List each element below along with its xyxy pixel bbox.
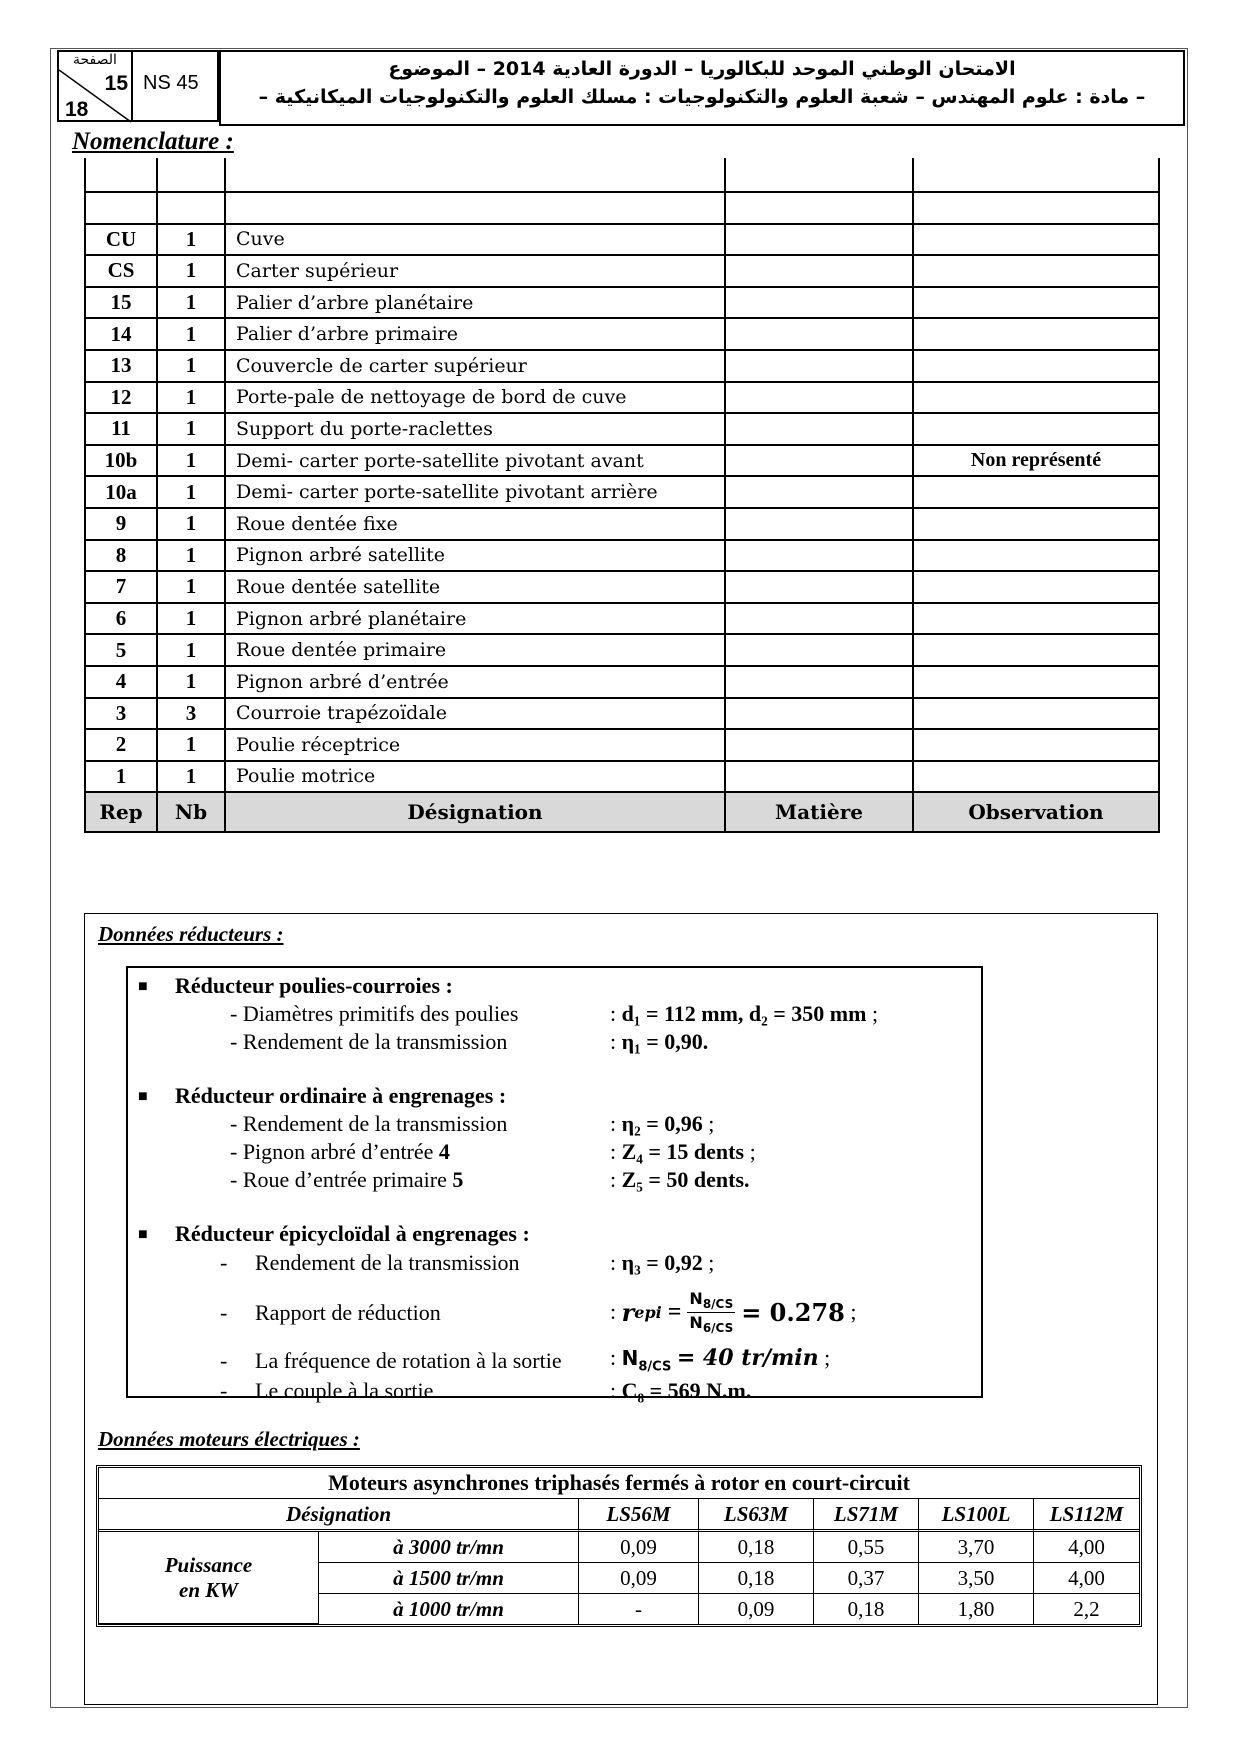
- cell-observation: [913, 698, 1159, 730]
- blank-cell: [913, 158, 1159, 192]
- dash-icon: -: [220, 1378, 228, 1403]
- table-row: [85, 413, 1159, 445]
- table-row: [99, 1532, 1139, 1563]
- power-value: 0,55: [814, 1532, 919, 1563]
- table-row: [85, 476, 1159, 508]
- cell-designation: Carter supérieur: [225, 255, 725, 287]
- cell-observation: [913, 476, 1159, 508]
- power-value: 4,00: [1034, 1563, 1139, 1594]
- ordinaire-line2-value: : Z₄ = 15 dents ;: [610, 1139, 756, 1164]
- page-total: 18: [65, 98, 89, 121]
- epi-line1-label: Rendement de la transmission: [255, 1250, 520, 1275]
- cell-nb: 3: [157, 698, 225, 730]
- cell-rep: 14: [85, 318, 157, 350]
- cell-matiere: [725, 540, 913, 572]
- poulies-line1-value: : d₁ = 112 mm, d₂ = 350 mm ;: [610, 1001, 879, 1026]
- cell-observation: Non représenté: [913, 445, 1159, 477]
- designation-header: Désignation: [99, 1499, 579, 1532]
- table-row: [85, 287, 1159, 319]
- cell-matiere: [725, 698, 913, 730]
- cell-rep: 6: [85, 603, 157, 635]
- table-row: [85, 224, 1159, 256]
- cell-matiere: [725, 729, 913, 761]
- power-value: 2,2: [1073, 1596, 1100, 1621]
- moteurs-table-title: Moteurs asynchrones triphasés fermés à rotor en court-circuit: [99, 1468, 1139, 1499]
- model-header: LS112M: [1034, 1499, 1139, 1532]
- cell-observation: [913, 666, 1159, 698]
- poulies-line2-label: - Rendement de la transmission: [230, 1029, 508, 1054]
- epicycloidal-heading: Réducteur épicycloïdal à engrenages :: [175, 1221, 530, 1246]
- cell-nb: 1: [157, 508, 225, 540]
- speed-label: à 1500 tr/mn: [319, 1563, 579, 1594]
- cell-nb: 1: [157, 318, 225, 350]
- cell-nb: 1: [157, 287, 225, 319]
- cell-matiere: [725, 571, 913, 603]
- cell-designation: Poulie réceptrice: [225, 729, 725, 761]
- cell-designation: Poulie motrice: [225, 761, 725, 793]
- cell-observation: [913, 287, 1159, 319]
- ordinaire-line3-value: : Z₅ = 50 dents.: [610, 1167, 750, 1192]
- cell-rep: 13: [85, 350, 157, 382]
- page-number-box: [57, 50, 133, 122]
- column-header: Désignation: [225, 792, 725, 832]
- cell-designation: Pignon arbré planétaire: [225, 603, 725, 635]
- epi-line2-label: Rapport de réduction: [255, 1300, 441, 1325]
- blank-cell: [85, 192, 157, 224]
- cell-nb: 1: [157, 761, 225, 793]
- cell-observation: [913, 224, 1159, 256]
- cell-designation: Porte-pale de nettoyage de bord de cuve: [225, 382, 725, 414]
- cell-rep: CS: [85, 255, 157, 287]
- poulies-heading: Réducteur poulies-courroies :: [175, 973, 453, 998]
- power-label-line1: Puissance: [164, 1552, 253, 1577]
- table-row: [85, 350, 1159, 382]
- power-value: 3,70: [919, 1532, 1034, 1563]
- ordinaire-line1-label: - Rendement de la transmission: [230, 1111, 508, 1136]
- power-value: 4,00: [1034, 1532, 1139, 1563]
- cell-rep: 12: [85, 382, 157, 414]
- blank-cell: [225, 158, 725, 192]
- cell-designation: Palier d’arbre planétaire: [225, 287, 725, 319]
- page-label: الصفحة: [73, 52, 117, 68]
- cell-designation: Couvercle de carter supérieur: [225, 350, 725, 382]
- table-row: [85, 666, 1159, 698]
- cell-observation: [913, 729, 1159, 761]
- moteurs-table: [96, 1465, 1142, 1627]
- cell-rep: 11: [85, 413, 157, 445]
- power-label-line2: en KW: [179, 1577, 238, 1602]
- blank-cell: [725, 158, 913, 192]
- cell-designation: Courroie trapézoïdale: [225, 698, 725, 730]
- dash-icon: -: [220, 1250, 228, 1275]
- cell-matiere: [725, 287, 913, 319]
- power-value: -: [579, 1594, 699, 1624]
- page-number: 15: [104, 72, 128, 95]
- epi-line4-value: : C₈ = 569 N.m.: [610, 1378, 752, 1403]
- cell-nb: 1: [157, 729, 225, 761]
- cell-nb: 1: [157, 666, 225, 698]
- speed-label: à 3000 tr/mn: [319, 1532, 579, 1563]
- column-header: Observation: [913, 792, 1159, 832]
- cell-nb: 1: [157, 540, 225, 572]
- cell-matiere: [725, 318, 913, 350]
- ordinaire-heading: Réducteur ordinaire à engrenages :: [175, 1083, 507, 1108]
- model-header: LS56M: [579, 1499, 699, 1532]
- cell-matiere: [725, 761, 913, 793]
- poulies-line2-value: : η₁ = 0,90.: [610, 1029, 709, 1054]
- table-row: [85, 698, 1159, 730]
- cell-nb: 1: [157, 603, 225, 635]
- table-row: [85, 382, 1159, 414]
- nomenclature-table: [84, 158, 1160, 833]
- table-row: [85, 445, 1159, 477]
- cell-designation: Roue dentée satellite: [225, 571, 725, 603]
- power-value: 0,37: [814, 1563, 919, 1594]
- cell-nb: 1: [157, 571, 225, 603]
- model-header: LS100L: [919, 1499, 1034, 1532]
- table-row: [85, 729, 1159, 761]
- bullet-icon: ■: [138, 978, 148, 995]
- cell-matiere: [725, 382, 913, 414]
- model-header: LS63M: [699, 1499, 814, 1532]
- cell-rep: 8: [85, 540, 157, 572]
- model-header: LS71M: [814, 1499, 919, 1532]
- cell-nb: 1: [157, 445, 225, 477]
- epi-line1-value: : η₃ = 0,92 ;: [610, 1250, 715, 1275]
- cell-observation: [913, 413, 1159, 445]
- cell-observation: [913, 761, 1159, 793]
- blank-cell: [725, 192, 913, 224]
- ordinaire-line2-label: - Pignon arbré d’entrée 4: [230, 1139, 450, 1164]
- reducteurs-title: Données réducteurs :: [98, 922, 284, 946]
- table-row: [85, 255, 1159, 287]
- blank-row: [85, 158, 1159, 192]
- cell-observation: [913, 540, 1159, 572]
- cell-rep: 2: [85, 729, 157, 761]
- cell-nb: 1: [157, 413, 225, 445]
- bullet-icon: ■: [138, 1088, 148, 1105]
- cell-observation: [913, 634, 1159, 666]
- cell-matiere: [725, 413, 913, 445]
- moteurs-title: Données moteurs électriques :: [98, 1427, 360, 1451]
- epi-line4-label: Le couple à la sortie: [255, 1378, 434, 1403]
- epi-line3-value: : $N_{8/CS} = 40$ tr/min ;: [610, 1345, 831, 1375]
- epi-ratio-formula: : r epi = $\frac{N_{8/CS}}{N_{6/CS}}$ = 0.278 ;: [610, 1289, 857, 1335]
- cell-designation: Support du porte-raclettes: [225, 413, 725, 445]
- cell-nb: 1: [157, 476, 225, 508]
- exam-code: NS 45: [133, 50, 219, 122]
- cell-observation: [913, 508, 1159, 540]
- cell-matiere: [725, 603, 913, 635]
- table-row: [85, 634, 1159, 666]
- cell-designation: Pignon arbré satellite: [225, 540, 725, 572]
- blank-cell: [157, 158, 225, 192]
- power-value: 0,18: [814, 1594, 919, 1624]
- cell-designation: Roue dentée fixe: [225, 508, 725, 540]
- power-label: [99, 1532, 319, 1624]
- cell-designation: Cuve: [225, 224, 725, 256]
- power-value: 3,50: [919, 1563, 1034, 1594]
- table-row: [85, 761, 1159, 793]
- exam-title-line1: الامتحان الوطني الموحد للبكالوريا – الدورة العادية 2014 – الموضوع: [388, 58, 1016, 80]
- ordinaire-line1-value: : η₂ = 0,96 ;: [610, 1111, 715, 1136]
- table-row: [85, 508, 1159, 540]
- cell-designation: Demi- carter porte-satellite pivotant arrière: [225, 476, 725, 508]
- cell-rep: 5: [85, 634, 157, 666]
- blank-cell: [85, 158, 157, 192]
- cell-observation: [913, 255, 1159, 287]
- power-value: 0,09: [579, 1532, 699, 1563]
- power-value: 0,18: [699, 1563, 814, 1594]
- dash-icon: -: [220, 1300, 228, 1325]
- cell-matiere: [725, 634, 913, 666]
- column-header: Rep: [85, 792, 157, 832]
- ordinaire-line3-label: - Roue d’entrée primaire 5: [230, 1167, 464, 1192]
- cell-designation: Demi- carter porte-satellite pivotant avant: [225, 445, 725, 477]
- cell-nb: 1: [157, 255, 225, 287]
- cell-observation: [913, 603, 1159, 635]
- cell-matiere: [725, 224, 913, 256]
- cell-observation: [913, 382, 1159, 414]
- nomenclature-header-row: [85, 792, 1159, 832]
- table-row: [85, 540, 1159, 572]
- blank-row: [85, 192, 1159, 224]
- cell-rep: 3: [85, 698, 157, 730]
- column-header: Nb: [157, 792, 225, 832]
- power-value: 0,09: [699, 1594, 814, 1624]
- power-value: 1,80: [919, 1594, 1034, 1624]
- cell-nb: 1: [157, 224, 225, 256]
- column-header: Matière: [725, 792, 913, 832]
- cell-rep: 1: [85, 761, 157, 793]
- cell-designation: Palier d’arbre primaire: [225, 318, 725, 350]
- cell-nb: 1: [157, 634, 225, 666]
- cell-nb: 1: [157, 382, 225, 414]
- cell-rep: 7: [85, 571, 157, 603]
- cell-rep: 10a: [85, 476, 157, 508]
- cell-observation: [913, 350, 1159, 382]
- blank-cell: [913, 192, 1159, 224]
- poulies-line1-label: - Diamètres primitifs des poulies: [230, 1001, 519, 1026]
- cell-nb: 1: [157, 350, 225, 382]
- cell-matiere: [725, 350, 913, 382]
- table-row: [85, 603, 1159, 635]
- exam-title-box: [219, 50, 1185, 126]
- table-row: [85, 571, 1159, 603]
- cell-rep: 4: [85, 666, 157, 698]
- cell-designation: Pignon arbré d’entrée: [225, 666, 725, 698]
- nomenclature-title: Nomenclature :: [72, 128, 234, 155]
- cell-designation: Roue dentée primaire: [225, 634, 725, 666]
- exam-title-line2: – مادة : علوم المهندس – شعبة العلوم والتكنولوجيات : مسلك العلوم والتكنولوجيات الميكانيكية –: [258, 86, 1146, 108]
- cell-observation: [913, 571, 1159, 603]
- cell-rep: 10b: [85, 445, 157, 477]
- cell-matiere: [725, 255, 913, 287]
- epi-line3-label: La fréquence de rotation à la sortie: [255, 1348, 562, 1373]
- cell-matiere: [725, 476, 913, 508]
- cell-matiere: [725, 445, 913, 477]
- power-value: 0,09: [579, 1563, 699, 1594]
- table-row: [85, 318, 1159, 350]
- cell-matiere: [725, 508, 913, 540]
- power-value: 0,18: [699, 1532, 814, 1563]
- blank-cell: [157, 192, 225, 224]
- speed-label: à 1000 tr/mn: [319, 1594, 579, 1624]
- bullet-icon: ■: [138, 1226, 148, 1243]
- cell-matiere: [725, 666, 913, 698]
- blank-cell: [225, 192, 725, 224]
- cell-rep: 15: [85, 287, 157, 319]
- dash-icon: -: [220, 1348, 228, 1373]
- cell-rep: CU: [85, 224, 157, 256]
- cell-rep: 9: [85, 508, 157, 540]
- cell-observation: [913, 318, 1159, 350]
